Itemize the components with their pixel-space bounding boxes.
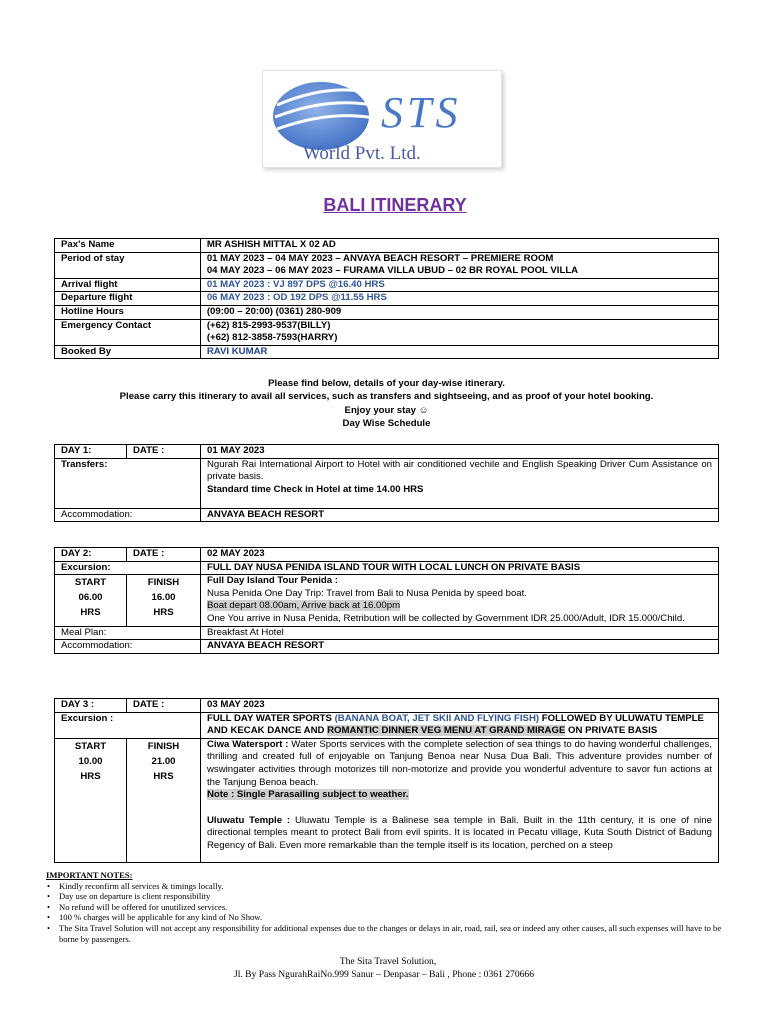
departure-label: Departure flight [55, 292, 201, 306]
uluwatu-title: Uluwatu Temple : [207, 814, 291, 826]
accommodation-value: ANVAYA BEACH RESORT [201, 508, 719, 522]
excursion-value: FULL DAY NUSA PENIDA ISLAND TOUR WITH LOCAL LUNCH ON PRIVATE BASIS [201, 561, 719, 575]
pax-value: MR ASHISH MITTAL X 02 AD [200, 239, 718, 253]
logo-brand-text: STS [381, 88, 462, 137]
stay-line-2: 04 MAY 2023 – 06 MAY 2023 – FURAMA VILLA UBUD – 02 BR ROYAL POOL VILLA [206, 265, 579, 277]
day-1-table [54, 444, 719, 522]
table-row [55, 561, 719, 575]
tour-line-3: One You arrive in Nusa Penida, Retribution will be collected by Government IDR 25.000/Adult, IDR 15.000/Child. [207, 612, 685, 624]
table-row [55, 548, 719, 562]
table-row [55, 319, 719, 345]
finish-hrs: HRS [153, 607, 174, 619]
footer [0, 955, 768, 981]
list-item: • The Sita Travel Solution will not accept any responsibility for additional expenses due to the changes or delays in air, road, rail, sea or indeed any other causes, all such expenses will have to be borne by passengers. [46, 923, 726, 944]
departure-value: 06 MAY 2023 : OD 192 DPS @11.55 HRS [200, 292, 718, 306]
accommodation-label: Accommodation: [55, 640, 201, 654]
list-item: • No refund will be offered for unutilized services. [46, 902, 726, 913]
company-logo [262, 70, 502, 168]
table-row [55, 626, 719, 640]
table-row [55, 345, 719, 359]
emergency-line-2: (+62) 812-3858-7593(HARRY) [206, 332, 338, 344]
start-label: START [74, 577, 107, 589]
pax-label: Pax's Name [55, 239, 201, 253]
emergency-line-1: (+62) 815-2993-9537(BILLY) [206, 319, 331, 331]
start-label: START [74, 740, 107, 752]
excursion-label: Excursion: [55, 561, 201, 575]
footer-company: The Sita Travel Solution, [339, 956, 437, 967]
day-label: DAY 2: [55, 548, 127, 562]
excursion-value [201, 712, 719, 738]
date-label: DATE : [127, 445, 201, 459]
list-item: • Day use on departure is client responsibility [46, 891, 726, 902]
table-row [55, 252, 719, 278]
stay-value [200, 252, 718, 278]
table-row [55, 292, 719, 306]
start-hrs: HRS [80, 607, 101, 619]
list-item: • Kindly reconfirm all services & timings locally. [46, 881, 726, 892]
uluwatu-paragraph [207, 815, 712, 853]
table-row [55, 239, 719, 253]
date-value: 02 MAY 2023 [201, 548, 719, 562]
excursion-part-2: (BANANA BOAT, JET SKII AND FLYING FISH) [334, 712, 540, 724]
checkin-text: Standard time Check in Hotel at time 14.00 HRS [207, 483, 424, 495]
start-hrs: HRS [80, 770, 101, 782]
excursion-part-1: FULL DAY WATER SPORTS [207, 712, 335, 724]
transfers-value [201, 458, 719, 496]
booked-label: Booked By [55, 345, 201, 359]
table-row [55, 640, 719, 654]
hotline-value: (09:00 – 20:00) (0361) 280-909 [200, 305, 718, 319]
hotline-label: Hotline Hours [55, 305, 201, 319]
booking-info-table [54, 238, 719, 359]
intro-line-2: Please carry this itinerary to avail all services, such as transfers and sightseeing, and as proof of your hotel booking. [119, 391, 654, 403]
watersport-text: Water Sports services with the complete selection of sea things to do having wonderful challenges, thrilling and created full of enjoyable on Tanjung Benoa near Nusa Dua Bali. This adventure provides number of wswingater activities through motorizes till non-motorize and provide you wonderful adventure to savor fun actions at the Tanjung Benoa beach. [207, 738, 712, 788]
notes-heading: IMPORTANT NOTES: [46, 870, 133, 880]
finish-value: 21.00 [151, 755, 176, 767]
finish-label: FINISH [147, 740, 180, 752]
date-label: DATE : [127, 699, 201, 713]
emergency-label: Emergency Contact [55, 319, 201, 345]
accommodation-label: Accommodation: [55, 508, 201, 522]
intro-line-3: Enjoy your stay ☺ [344, 404, 429, 416]
stay-label: Period of stay [55, 252, 201, 278]
meal-label: Meal Plan: [55, 626, 201, 640]
page-title: BALI ITINERARY [323, 195, 467, 215]
start-time [55, 738, 127, 862]
emergency-value [200, 319, 718, 345]
finish-time [127, 575, 201, 626]
table-row [55, 508, 719, 522]
finish-time [127, 738, 201, 862]
day-label: DAY 1: [55, 445, 127, 459]
notes-list [46, 881, 726, 945]
table-row [55, 458, 719, 496]
day-2-table [54, 547, 719, 654]
day-3-table [54, 698, 719, 863]
excursion-part-3: FOLLOWED BY ULUWATU TEMPLE AND KECAK DANCE AND [207, 712, 704, 737]
date-value: 03 MAY 2023 [201, 699, 719, 713]
intro-text [54, 377, 719, 431]
transfers-label: Transfers: [55, 458, 201, 496]
table-row [55, 712, 719, 738]
start-value: 06.00 [78, 592, 103, 604]
transfers-text: Ngurah Rai International Airport to Hotel with air conditioned vechile and English Speaking Driver Cum Assistance on private basis. [207, 458, 712, 483]
footer-address: Jl. By Pass NgurahRaiNo.999 Sanur – Denpasar – Bali , Phone : 0361 270666 [233, 969, 535, 980]
watersport-paragraph [207, 739, 712, 789]
table-row [55, 305, 719, 319]
activity-details [201, 738, 719, 862]
accommodation-value: ANVAYA BEACH RESORT [201, 640, 719, 654]
finish-hrs: HRS [153, 770, 174, 782]
watersport-note: Note : Single Parasailing subject to weather. [207, 789, 409, 801]
table-row [55, 278, 719, 292]
table-row [55, 445, 719, 459]
finish-value: 16.00 [151, 592, 176, 604]
day-label: DAY 3 : [55, 699, 127, 713]
excursion-label: Excursion : [55, 712, 201, 738]
list-item: • 100 % charges will be applicable for any kind of No Show. [46, 912, 726, 923]
intro-line-4: Day Wise Schedule [342, 418, 431, 430]
tour-line-2: Boat depart 08.00am, Arrive back at 16.00pm [207, 600, 401, 612]
excursion-part-5: ON PRIVATE BASIS [565, 725, 658, 737]
table-row [55, 699, 719, 713]
watersport-title: Ciwa Watersport : [207, 738, 289, 750]
table-row [55, 575, 719, 626]
table-row [55, 738, 719, 862]
tour-details [201, 575, 719, 626]
start-value: 10.00 [78, 755, 103, 767]
booked-value: RAVI KUMAR [200, 345, 718, 359]
date-value: 01 MAY 2023 [201, 445, 719, 459]
date-label: DATE : [127, 548, 201, 562]
arrival-value: 01 MAY 2023 : VJ 897 DPS @16.40 HRS [200, 278, 718, 292]
arrival-label: Arrival flight [55, 278, 201, 292]
logo-subtitle: World Pvt. Ltd. [303, 143, 421, 164]
meal-value: Breakfast At Hotel [201, 626, 719, 640]
intro-line-1: Please find below, details of your day-wise itinerary. [268, 378, 505, 389]
finish-label: FINISH [147, 577, 180, 589]
tour-title: Full Day Island Tour Penida : [207, 575, 338, 587]
excursion-part-4: ROMANTIC DINNER VEG MENU AT GRAND MIRAGE [327, 725, 566, 737]
tour-line-1: Nusa Penida One Day Trip: Travel from Bali to Nusa Penida by speed boat. [207, 587, 527, 599]
important-notes [46, 870, 726, 944]
start-time [55, 575, 127, 626]
uluwatu-text: Uluwatu Temple is a Balinese sea temple in Bali. Built in the 11th century, it is one of nine directional temples meant to protect Bali from evil spirits. It is located in Pecatu village, Kuta South District of Badung Regency of Bali. Even more remarkable than the temple itself is its location, perched on a steep [207, 814, 712, 851]
stay-line-1: 01 MAY 2023 – 04 MAY 2023 – ANVAYA BEACH RESORT – PREMIERE ROOM [206, 252, 554, 264]
